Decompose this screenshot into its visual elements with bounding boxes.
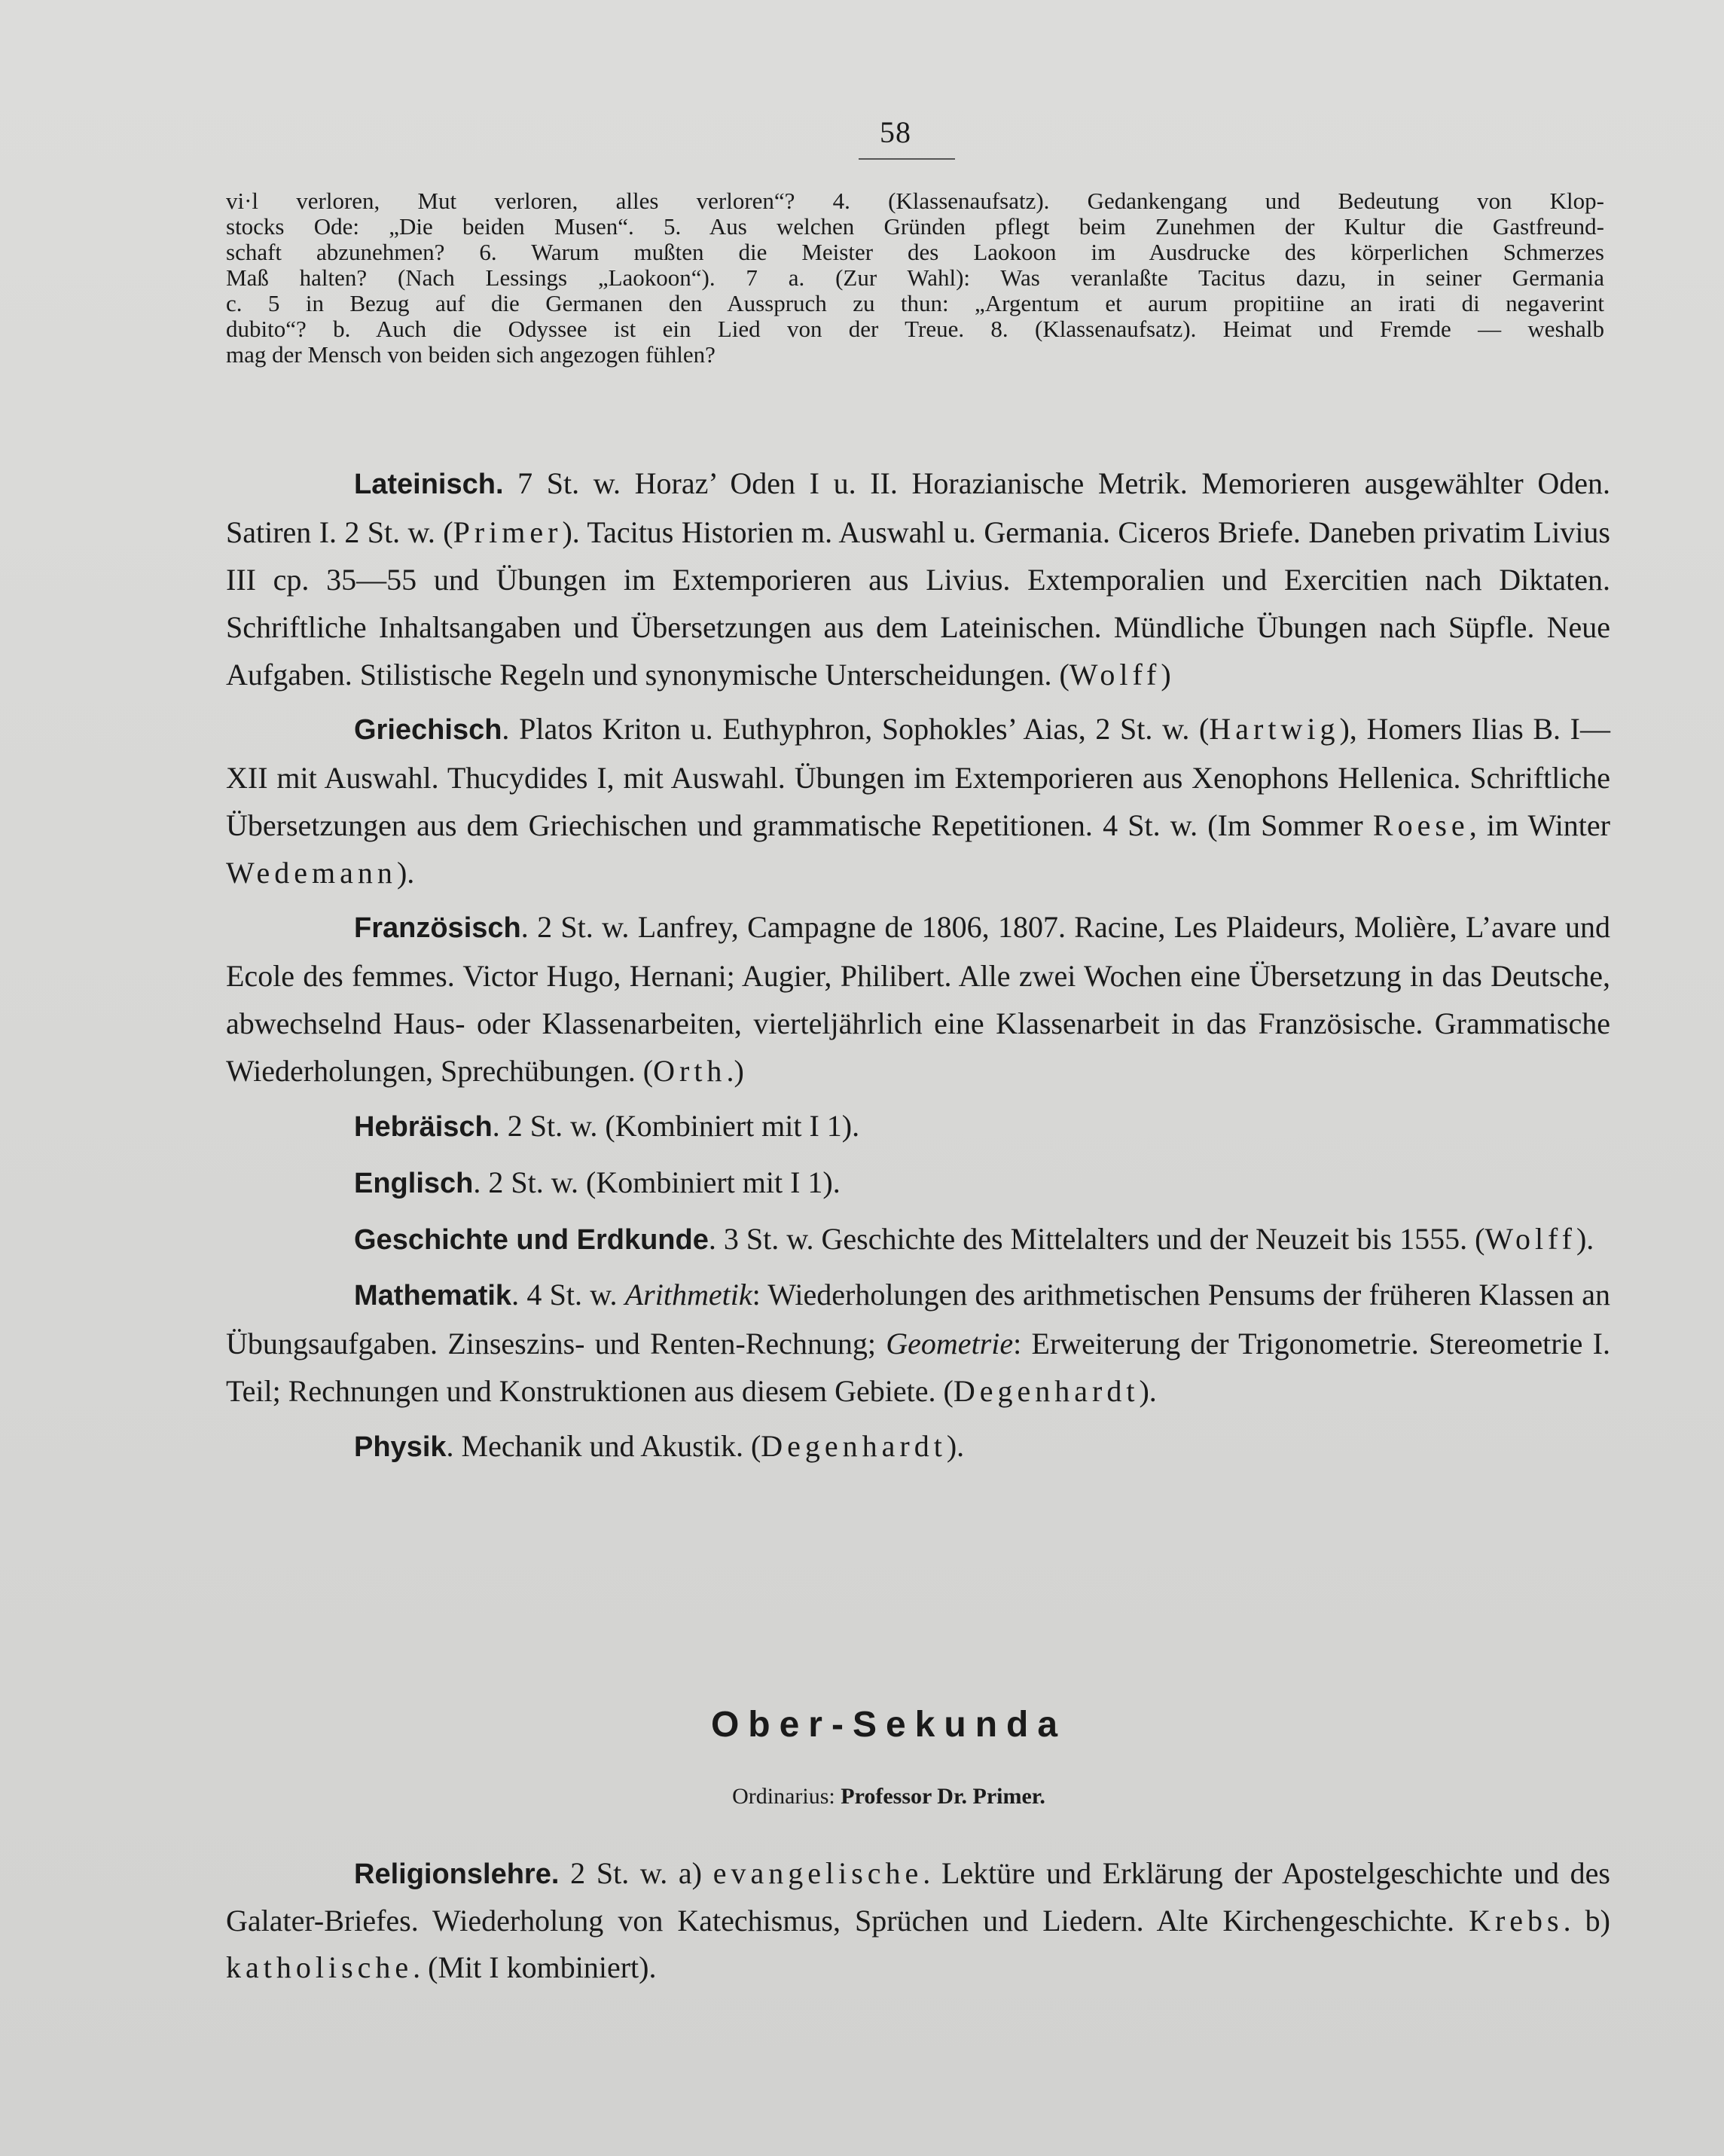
subject-heading-hebrew: Hebräisch — [354, 1111, 493, 1143]
intro-line: schaft abzunehmen? 6. Warum mußten die Meister des Laokoon im Ausdrucke des körperlichen Schmerzes — [226, 239, 1604, 265]
teacher-name: Hartwig — [1209, 712, 1340, 746]
french-text-1: . 2 St. w. Lanfrey, Campagne de 1806, 1807. Racine, Les Plaideurs, Molière, L’avare und Ecole des femmes. Victor Hugo, Hernani; Augier, Philibert. Alle zwei Wochen eine Übersetzung in das Deutsche, abwechselnd Haus- oder Klassenarbeiten, vierteljährlich eine Klassenarbeit in das Französische. Grammatische Wiederholungen, Sprechübungen. ( — [226, 910, 1610, 1088]
physics-text-1: . Mechanik und Akustik. ( — [446, 1429, 761, 1463]
subject-heading-greek: Griechisch — [354, 714, 502, 746]
physics-text-2: ). — [946, 1429, 965, 1463]
teacher-name: Wolff — [1069, 658, 1161, 692]
subject-heading-religion: Religionslehre. — [354, 1858, 560, 1890]
subject-heading-english: Englisch — [354, 1168, 474, 1199]
math-topic-arithmetic: Arithmetik — [624, 1278, 752, 1312]
intro-line: stocks Ode: „Die beiden Musen“. 5. Aus welchen Gründen pflegt beim Zunehmen der Kultur die Gastfreund- — [226, 213, 1604, 240]
curriculum-body — [226, 460, 1610, 1479]
religion-paragraph — [226, 1850, 1610, 1991]
religion-text-4: . (Mit I kombiniert). — [413, 1950, 657, 1984]
math-text-2: : Wiederholungen des arithmetischen Pensums der früheren Klassen an Übungsaufgaben. Zinseszins- und Renten-Rechnung; — [226, 1278, 1610, 1360]
intro-line: c. 5 in Bezug auf die Germanen den Ausspruch zu thun: „Argentum et aurum propitiine an irati di negaverint — [226, 290, 1604, 316]
essay-topics-block — [226, 188, 1604, 368]
teacher-name: Degenhardt — [761, 1429, 947, 1463]
math-topic-geometry: Geometrie — [886, 1327, 1014, 1360]
latin-paragraph — [226, 460, 1610, 698]
english-text: . 2 St. w. (Kombiniert mit I 1). — [473, 1165, 841, 1199]
denomination-label: katholische — [226, 1950, 413, 1984]
subject-heading-math: Mathematik — [354, 1280, 512, 1312]
greek-text-1: . Platos Kriton u. Euthyphron, Sophokles’ Aias, 2 St. w. ( — [502, 712, 1210, 746]
latin-text-3: ) — [1161, 658, 1171, 692]
ordinarius-line — [226, 1784, 1552, 1809]
math-paragraph — [226, 1271, 1610, 1415]
hebrew-paragraph — [226, 1102, 1610, 1151]
latin-text-2: ). Tacitus Historien m. Auswahl u. Germania. Ciceros Briefe. Daneben privatim Livius III cp. 35—55 und Übungen im Extemporieren aus Livius. Extemporalien und Exercitien nach Diktaten. Schriftliche Inhaltsangaben und Übersetzungen aus dem Lateinischen. Mündliche Übungen nach Süpfle. Neue Aufgaben. Stilistische Regeln und synonymische Unterscheidungen. ( — [226, 515, 1611, 692]
section-body — [226, 1850, 1610, 1998]
intro-line: dubito“? b. Auch die Odyssee ist ein Lied von der Treue. 8. (Klassenaufsatz). Heimat und Fremde — weshalb — [226, 316, 1604, 342]
religion-text-3: . b) — [1563, 1904, 1611, 1938]
greek-text-4: ). — [396, 856, 415, 890]
subject-heading-physics: Physik — [354, 1431, 447, 1463]
greek-paragraph — [226, 705, 1610, 896]
section-title: Ober-Sekunda — [710, 1705, 1067, 1745]
teacher-name: Krebs — [1469, 1904, 1564, 1938]
english-paragraph — [226, 1159, 1610, 1208]
greek-text-3: , im Winter — [1469, 808, 1610, 842]
history-text-2: ). — [1576, 1222, 1594, 1256]
teacher-name: Primer — [453, 515, 563, 549]
physics-paragraph — [226, 1422, 1610, 1471]
hebrew-text: . 2 St. w. (Kombiniert mit I 1). — [492, 1109, 860, 1143]
intro-line: Maß halten? (Nach Lessings „Laokoon“). 7 a. (Zur Wahl): Was veranlaßte Tacitus dazu, in seiner Germania — [226, 264, 1604, 291]
ordinarius-name: Professor Dr. Primer. — [841, 1784, 1045, 1809]
teacher-name: Wedemann — [226, 856, 397, 890]
greek-text-2: ), Homers Ilias B. I—XII mit Auswahl. Thucydides I, mit Auswahl. Übungen im Extemporieren aus Xenophons Hellenica. Schriftliche Übersetzungen aus dem Griechischen und grammatische Repetitionen. 4 St. w. (Im Sommer — [226, 712, 1610, 842]
history-paragraph — [226, 1215, 1610, 1264]
math-text-1: . 4 St. w. — [511, 1278, 625, 1312]
ordinarius-label: Ordinarius: — [732, 1784, 841, 1809]
math-text-3: : Erweiterung der Trigonometrie. Stereometrie I. Teil; Rechnungen und Konstruktionen aus diesem Gebiete. ( — [226, 1327, 1610, 1408]
intro-line: vi·l verloren, Mut verloren, alles verloren“? 4. (Klassenaufsatz). Gedankengang und Bedeutung von Klop- — [226, 188, 1604, 214]
latin-text-1: 7 St. w. Horaz’ Oden I u. II. Horazianische Metrik. Memorieren ausgewählter Oden. Satiren I. 2 St. w. ( — [226, 466, 1610, 549]
subject-heading-history: Geschichte und Erdkunde — [354, 1224, 709, 1256]
teacher-name: Degenhardt — [953, 1374, 1140, 1408]
teacher-name: Orth — [653, 1054, 727, 1088]
religion-text-2: . Lektüre und Erklärung der Apostelgeschichte und des Galater-Briefes. Wiederholung von Katechismus, Sprüchen und Liedern. Alte Kirchengeschichte. — [226, 1856, 1610, 1938]
religion-text-1: 2 St. w. a) — [559, 1856, 713, 1890]
french-text-2: .) — [726, 1054, 744, 1088]
page-number: 58 — [880, 115, 911, 149]
math-text-4: ). — [1139, 1374, 1157, 1408]
french-paragraph — [226, 903, 1610, 1095]
header-rule — [859, 158, 955, 160]
denomination-label: evangelische — [712, 1856, 923, 1890]
teacher-name: Roese — [1372, 808, 1469, 842]
subject-heading-french: Französisch — [354, 912, 521, 944]
intro-line: mag der Mensch von beiden sich angezogen fühlen? — [226, 341, 716, 368]
subject-heading-latin: Lateinisch. — [354, 469, 504, 500]
teacher-name: Wolff — [1484, 1222, 1576, 1256]
history-text-1: . 3 St. w. Geschichte des Mittelalters und der Neuzeit bis 1555. ( — [708, 1222, 1485, 1256]
